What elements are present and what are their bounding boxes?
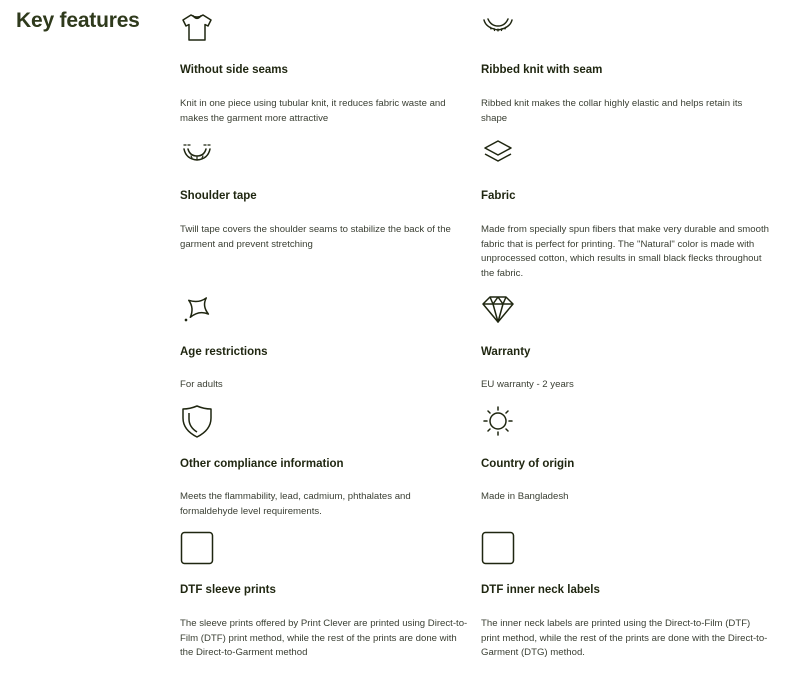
sparkle-icon: [180, 292, 214, 326]
feature-description: Knit in one piece using tubular knit, it reduces fabric waste and makes the garment more attractive: [180, 98, 446, 124]
feature-country-of-origin: [481, 404, 771, 502]
feature-title: Without side seams: [180, 64, 288, 76]
feature-title: DTF inner neck labels: [481, 584, 600, 596]
feature-without-side-seams: [180, 10, 470, 124]
feature-compliance: [180, 404, 470, 517]
feature-title: Age restrictions: [180, 346, 268, 358]
feature-description: Made in Bangladesh: [481, 491, 569, 502]
square-icon: [180, 531, 214, 565]
feature-dtf-sleeve-prints: [180, 531, 470, 658]
feature-warranty: [481, 292, 771, 390]
section-title: Key features: [16, 9, 140, 32]
feature-ribbed-knit: [481, 10, 771, 124]
tshirt-icon: [180, 10, 214, 44]
feature-title: Country of origin: [481, 458, 575, 470]
feature-title: Warranty: [481, 346, 531, 358]
feature-dtf-inner-neck-labels: [481, 531, 771, 658]
feature-description: For adults: [180, 379, 223, 390]
feature-title: Fabric: [481, 190, 516, 202]
feature-description: Twill tape covers the shoulder seams to stabilize the back of the garment and prevent stretching: [180, 224, 451, 250]
feature-age-restrictions: [180, 292, 470, 390]
feature-description: The inner neck labels are printed using the Direct-to-Film (DTF) print method, while the rest of the prints are done with the Direct-to-Garment (DTG) method.: [481, 618, 768, 658]
feature-description: EU warranty - 2 years: [481, 379, 574, 390]
feature-title: Ribbed knit with seam: [481, 64, 603, 76]
feature-title: DTF sleeve prints: [180, 584, 276, 596]
feature-title: Other compliance information: [180, 458, 344, 470]
feature-description: Made from specially spun fibers that make very durable and smooth fabric that is perfect for printing. The "Natural" color is made with unprocessed cotton, which results in small black flecks throughout the fabric.: [481, 224, 769, 279]
shield-icon: [180, 404, 214, 438]
feature-description: Ribbed knit makes the collar highly elastic and helps retain its shape: [481, 98, 743, 124]
sun-icon: [481, 404, 515, 438]
feature-fabric: [481, 137, 771, 279]
feature-description: The sleeve prints offered by Print Clever are printed using Direct-to-Film (DTF) print method, while the rest of the prints are done with the Direct-to-Garment method: [180, 618, 468, 658]
shoulder-tape-icon: [180, 137, 214, 171]
feature-description: Meets the flammability, lead, cadmium, phthalates and formaldehyde level requirements.: [180, 491, 411, 517]
feature-shoulder-tape: [180, 137, 470, 250]
feature-title: Shoulder tape: [180, 190, 257, 202]
fabric-layers-icon: [481, 137, 515, 171]
diamond-icon: [481, 292, 515, 326]
ribbed-collar-icon: [481, 10, 515, 44]
square-icon: [481, 531, 515, 565]
